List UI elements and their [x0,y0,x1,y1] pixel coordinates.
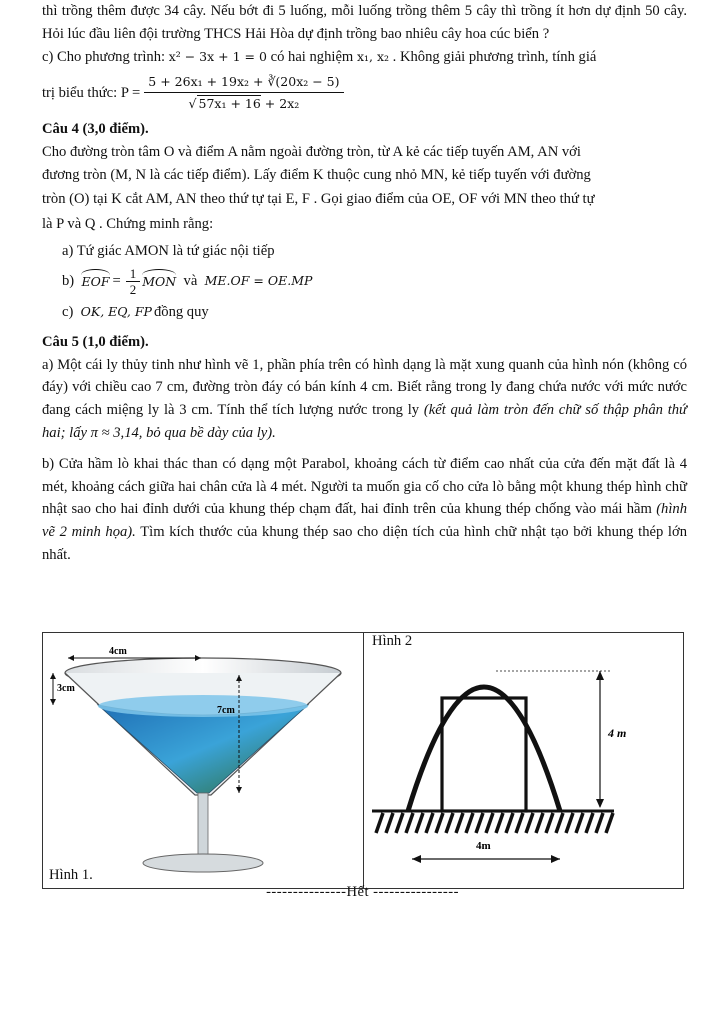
q5-b-note: (hình vẽ 2 minh họa). [42,501,687,541]
q5-b-text: b) Cửa hầm lò khai thác than có dạng một Parabol, khoảng cách từ điểm cao nhất của cửa đến mặt đất là 4 mét, khoảng cách giữa hai chân cửa là 4 mét. Người ta muốn gia cố cho cửa lò bằng một khung thép hình chữ nhật sao cho hai đỉnh dưới của khung thép chạm đất, hai đỉnh trên của khung thép chống vào mái hầm [42,455,687,518]
expr-label: trị biểu thức: P = [42,84,141,101]
figure-1-cell [43,633,364,888]
fig1-label-height: 7cm [217,705,235,716]
q5-a-text: a) Một cái ly thủy tinh như hình vẽ 1, phần phía trên có hình dạng là mặt xung quanh của hình nón (không có đáy) với chiều cao 7 cm, đường tròn đáy có bán kính 4 cm. Biết rằng trong ly đang chứa nước với mức nước đang cách miệng ly là 3 cm. Tính thể tích lượng nước trong ly [42,356,687,419]
q4-title: Câu 4 (3,0 điểm). [42,121,149,138]
q4-c-text: đồng quy [153,304,209,321]
fig2-label-base: 4m [476,840,491,852]
q3c-tail: . Không giải phương trình, tính giá [392,48,597,65]
figures-table [42,632,684,889]
q4-part-b [62,265,687,299]
figure-2-cell [364,633,683,888]
fig1-label-top: 4cm [109,646,127,657]
parabola-tunnel-illustration [364,633,684,888]
q4-b-prefix: b) [62,273,75,290]
q4-line1: Cho đường tròn tâm O và điểm A nằm ngoài đường tròn, từ A kẻ các tiếp tuyến AM, AN với [42,144,581,161]
q5-part-a [42,354,687,445]
q4-part-a: a) Tứ giác AMON là tứ giác nội tiếp [62,242,275,259]
q4-b-half-den: 2 [129,281,137,297]
q3c-roots: x₁, x₂ [356,48,390,64]
q5-title: Câu 5 (1,0 điểm). [42,333,149,350]
q5-a-note: (kết quả làm tròn đến chữ số thập phân thứ hai; lấy π ≈ 3,14, bỏ qua bề dày của ly). [42,402,688,441]
expr-denominator: √ 57x₁ + 16 + 2x₂ [188,95,300,111]
ground-hatching [376,813,613,833]
q4-part-c [62,299,687,327]
q4-line3: tròn (O) tại K cắt AM, AN theo thứ tự tại E, F . Gọi giao điểm của OE, OF với MN theo thứ tự [42,190,595,207]
figure-1-caption: Hình 1. [49,867,93,883]
q4-line2: đương tròn (M, N là các tiếp điểm). Lấy điểm K thuộc cung nhỏ MN, kẻ tiếp tuyến với đường [42,166,591,183]
figure-2-caption: Hình 2 [372,633,413,649]
q5-part-b [42,453,687,567]
q3c-expression [42,68,687,118]
expr-numerator: 5 + 26x₁ + 19x₂ + ∛(20x₂ − 5) [144,72,343,93]
fig1-label-left: 3cm [57,683,75,694]
end-marker: ---------------Hết ---------------- [266,884,459,900]
q4-c-prefix: c) [62,304,74,321]
q3c-line [42,46,687,69]
document-page [42,0,687,567]
expr-fraction [144,72,343,115]
q4-b-eq: = [112,273,121,290]
q4-b-half-num: 1 [126,267,141,282]
q3c-mid: có hai nghiệm [270,48,354,65]
q4-b-arc1: EOF [81,269,109,294]
q4-b-arc2: MON [142,269,176,294]
expr-den-tail: + 2x₂ [264,95,300,111]
q4-parts [42,237,687,327]
q4-c-lines: OK, EQ, FP [80,304,152,320]
expr-root: 57x₁ + 16 [198,95,261,111]
q5-b-tail: Tìm kích thước của khung thép sao cho diện tích của hình chữ nhật tạo bởi khung thép lớn nhất. [42,524,687,563]
q3c-intro: c) Cho phương trình: [42,48,166,65]
q4-b-half [126,267,141,297]
q4-line4: là P và Q . Chứng minh rằng: [42,215,214,232]
martini-glass-illustration [43,633,363,888]
q4-b-relation: ME.OF = OE.MP [204,273,313,289]
q3c-equation: x² − 3x + 1 = 0 [168,48,267,64]
fig2-label-height: 4 m [608,726,627,740]
q4-b-and: và [183,273,198,290]
q3b-continuation: thì trồng thêm được 34 cây. Nếu bớt đi 5 luống, mỗi luống trồng thêm 5 cây thì trồng ít hơn dự định 50 cây. Hỏi lúc đầu liên đội trường THCS Hải Hòa dự định trồng bao nhiêu cây hoa cúc biển ? [42,3,687,42]
